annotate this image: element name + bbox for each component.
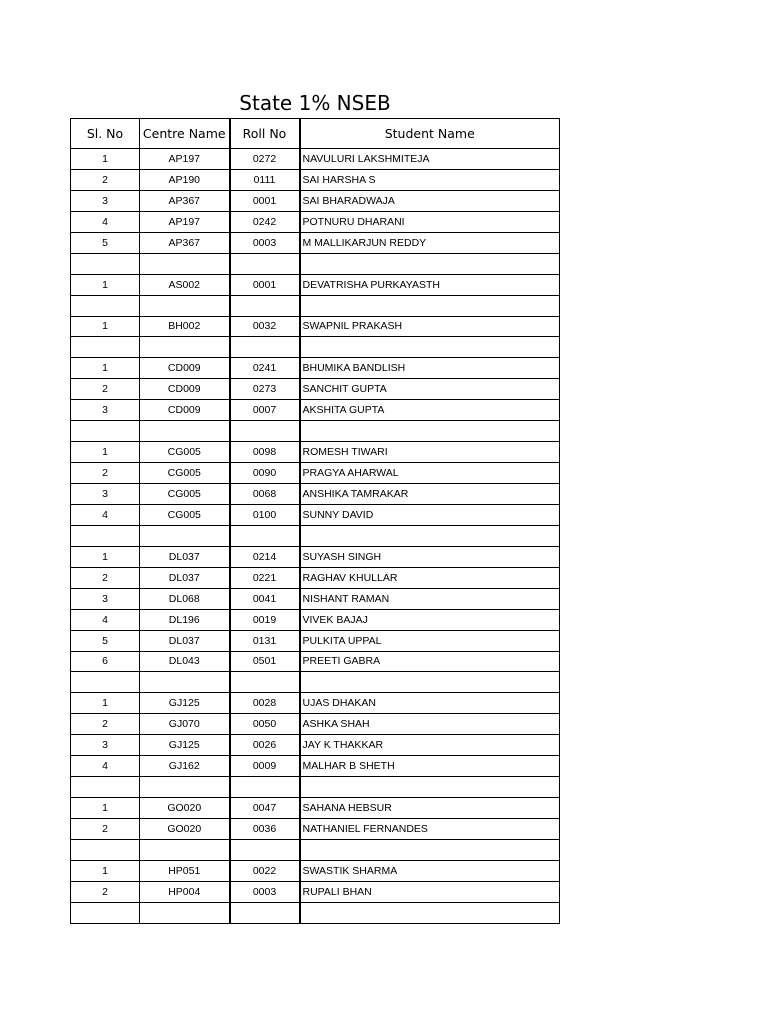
cell-student-name: UJAS DHAKAN — [300, 693, 560, 714]
cell-sl-no: 2 — [71, 819, 140, 840]
cell-student-name: SWASTIK SHARMA — [300, 860, 560, 881]
cell-centre-name: CD009 — [140, 379, 230, 400]
cell-centre-name: DL037 — [140, 630, 230, 651]
cell-sl-no: 5 — [71, 232, 140, 253]
cell-sl-no: 2 — [71, 169, 140, 190]
cell-centre-name: GO020 — [140, 819, 230, 840]
table-row — [71, 588, 560, 609]
cell-student-name: RAGHAV KHULLAR — [300, 567, 560, 588]
cell-roll-no: 0273 — [230, 379, 300, 400]
table-row — [71, 169, 560, 190]
cell-roll-no: 0100 — [230, 504, 300, 525]
cell-roll-no: 0241 — [230, 358, 300, 379]
cell-roll-no — [230, 777, 300, 798]
cell-student-name — [300, 777, 560, 798]
cell-roll-no: 0003 — [230, 232, 300, 253]
cell-roll-no — [230, 839, 300, 860]
cell-sl-no: 3 — [71, 484, 140, 505]
table-row — [71, 881, 560, 902]
cell-centre-name — [140, 253, 230, 274]
cell-student-name: NATHANIEL FERNANDES — [300, 819, 560, 840]
cell-sl-no: 1 — [71, 798, 140, 819]
header-student-name: Student Name — [300, 119, 560, 149]
cell-centre-name — [140, 902, 230, 923]
cell-student-name: NISHANT RAMAN — [300, 588, 560, 609]
cell-sl-no — [71, 253, 140, 274]
cell-centre-name: GJ162 — [140, 756, 230, 777]
cell-student-name: POTNURU DHARANI — [300, 211, 560, 232]
cell-student-name: PRAGYA AHARWAL — [300, 463, 560, 484]
cell-centre-name — [140, 777, 230, 798]
cell-student-name: RUPALI BHAN — [300, 881, 560, 902]
cell-sl-no: 1 — [71, 860, 140, 881]
cell-student-name — [300, 672, 560, 693]
cell-student-name — [300, 525, 560, 546]
table-row — [71, 484, 560, 505]
cell-sl-no: 3 — [71, 588, 140, 609]
cell-roll-no: 0068 — [230, 484, 300, 505]
header-roll-no: Roll No — [230, 119, 300, 149]
cell-roll-no: 0098 — [230, 442, 300, 463]
table-row — [71, 295, 560, 316]
cell-sl-no — [71, 421, 140, 442]
cell-roll-no — [230, 672, 300, 693]
cell-centre-name: CG005 — [140, 504, 230, 525]
cell-student-name: NAVULURI LAKSHMITEJA — [300, 149, 560, 170]
table-row — [71, 253, 560, 274]
table-row — [71, 316, 560, 337]
table-row — [71, 819, 560, 840]
cell-roll-no: 0047 — [230, 798, 300, 819]
cell-centre-name: GJ070 — [140, 714, 230, 735]
cell-sl-no: 2 — [71, 714, 140, 735]
cell-sl-no: 1 — [71, 693, 140, 714]
table-row — [71, 421, 560, 442]
cell-student-name — [300, 902, 560, 923]
cell-student-name: ROMESH TIWARI — [300, 442, 560, 463]
cell-student-name: PREETI GABRA — [300, 651, 560, 672]
cell-roll-no: 0501 — [230, 651, 300, 672]
cell-student-name: SWAPNIL PRAKASH — [300, 316, 560, 337]
cell-centre-name: CG005 — [140, 442, 230, 463]
table-row — [71, 902, 560, 923]
cell-roll-no: 0032 — [230, 316, 300, 337]
table-row — [71, 463, 560, 484]
table-row — [71, 337, 560, 358]
cell-centre-name — [140, 672, 230, 693]
cell-student-name: MALHAR B SHETH — [300, 756, 560, 777]
cell-roll-no — [230, 902, 300, 923]
results-table — [70, 118, 560, 924]
cell-centre-name: GJ125 — [140, 693, 230, 714]
cell-student-name — [300, 421, 560, 442]
cell-roll-no: 0003 — [230, 881, 300, 902]
cell-roll-no: 0036 — [230, 819, 300, 840]
cell-roll-no — [230, 337, 300, 358]
cell-centre-name: HP051 — [140, 860, 230, 881]
cell-student-name: ASHKA SHAH — [300, 714, 560, 735]
cell-roll-no — [230, 295, 300, 316]
table-row — [71, 651, 560, 672]
cell-roll-no: 0041 — [230, 588, 300, 609]
table-row — [71, 860, 560, 881]
cell-roll-no: 0272 — [230, 149, 300, 170]
cell-centre-name: HP004 — [140, 881, 230, 902]
cell-roll-no: 0009 — [230, 756, 300, 777]
cell-sl-no — [71, 839, 140, 860]
cell-centre-name — [140, 839, 230, 860]
cell-sl-no: 2 — [71, 567, 140, 588]
cell-sl-no: 3 — [71, 190, 140, 211]
header-centre-name: Centre Name — [140, 119, 230, 149]
cell-centre-name: AP197 — [140, 149, 230, 170]
cell-sl-no: 2 — [71, 379, 140, 400]
cell-centre-name: GJ125 — [140, 735, 230, 756]
cell-roll-no: 0242 — [230, 211, 300, 232]
cell-sl-no: 1 — [71, 546, 140, 567]
cell-centre-name — [140, 295, 230, 316]
cell-sl-no: 1 — [71, 316, 140, 337]
cell-roll-no: 0050 — [230, 714, 300, 735]
table-row — [71, 379, 560, 400]
cell-sl-no: 2 — [71, 463, 140, 484]
cell-student-name: SUYASH SINGH — [300, 546, 560, 567]
cell-centre-name: CD009 — [140, 358, 230, 379]
table-row — [71, 274, 560, 295]
cell-centre-name: DL196 — [140, 609, 230, 630]
cell-sl-no: 4 — [71, 504, 140, 525]
header-sl-no: Sl. No — [71, 119, 140, 149]
cell-student-name — [300, 839, 560, 860]
cell-student-name: SAI HARSHA S — [300, 169, 560, 190]
cell-centre-name — [140, 525, 230, 546]
header-row — [71, 119, 560, 149]
cell-student-name: ANSHIKA TAMRAKAR — [300, 484, 560, 505]
table-row — [71, 839, 560, 860]
cell-centre-name: AP197 — [140, 211, 230, 232]
table-row — [71, 777, 560, 798]
cell-roll-no: 0022 — [230, 860, 300, 881]
cell-roll-no: 0007 — [230, 400, 300, 421]
table-row — [71, 714, 560, 735]
cell-student-name — [300, 295, 560, 316]
cell-sl-no: 6 — [71, 651, 140, 672]
cell-roll-no: 0001 — [230, 190, 300, 211]
table-row — [71, 693, 560, 714]
table-row — [71, 442, 560, 463]
cell-sl-no: 4 — [71, 609, 140, 630]
cell-centre-name: DL043 — [140, 651, 230, 672]
cell-sl-no — [71, 525, 140, 546]
cell-roll-no: 0090 — [230, 463, 300, 484]
cell-roll-no: 0028 — [230, 693, 300, 714]
cell-centre-name — [140, 421, 230, 442]
cell-student-name: SAHANA HEBSUR — [300, 798, 560, 819]
cell-centre-name: BH002 — [140, 316, 230, 337]
cell-roll-no — [230, 421, 300, 442]
cell-sl-no — [71, 777, 140, 798]
table-row — [71, 567, 560, 588]
cell-student-name: SAI BHARADWAJA — [300, 190, 560, 211]
cell-student-name: BHUMIKA BANDLISH — [300, 358, 560, 379]
table-row — [71, 798, 560, 819]
cell-sl-no: 3 — [71, 735, 140, 756]
table-row — [71, 672, 560, 693]
table-row — [71, 630, 560, 651]
cell-sl-no: 5 — [71, 630, 140, 651]
cell-sl-no: 1 — [71, 149, 140, 170]
cell-roll-no: 0221 — [230, 567, 300, 588]
cell-sl-no: 1 — [71, 442, 140, 463]
table-row — [71, 525, 560, 546]
cell-sl-no: 1 — [71, 274, 140, 295]
cell-centre-name: AP367 — [140, 232, 230, 253]
cell-student-name: SUNNY DAVID — [300, 504, 560, 525]
cell-centre-name: CG005 — [140, 463, 230, 484]
cell-centre-name: CD009 — [140, 400, 230, 421]
cell-roll-no: 0131 — [230, 630, 300, 651]
cell-sl-no: 3 — [71, 400, 140, 421]
cell-roll-no: 0019 — [230, 609, 300, 630]
table-row — [71, 211, 560, 232]
cell-centre-name: AS002 — [140, 274, 230, 295]
cell-student-name: PULKITA UPPAL — [300, 630, 560, 651]
cell-roll-no: 0001 — [230, 274, 300, 295]
cell-student-name: SANCHIT GUPTA — [300, 379, 560, 400]
cell-roll-no: 0111 — [230, 169, 300, 190]
cell-centre-name: DL037 — [140, 546, 230, 567]
cell-roll-no: 0214 — [230, 546, 300, 567]
table-row — [71, 609, 560, 630]
cell-roll-no: 0026 — [230, 735, 300, 756]
cell-sl-no: 2 — [71, 881, 140, 902]
cell-roll-no — [230, 253, 300, 274]
cell-student-name: M MALLIKARJUN REDDY — [300, 232, 560, 253]
table-row — [71, 149, 560, 170]
cell-student-name: DEVATRISHA PURKAYASTH — [300, 274, 560, 295]
cell-student-name: JAY K THAKKAR — [300, 735, 560, 756]
cell-sl-no — [71, 337, 140, 358]
cell-sl-no: 1 — [71, 358, 140, 379]
cell-centre-name: AP190 — [140, 169, 230, 190]
cell-centre-name: DL068 — [140, 588, 230, 609]
table-row — [71, 190, 560, 211]
table-row — [71, 400, 560, 421]
cell-sl-no: 4 — [71, 756, 140, 777]
cell-sl-no — [71, 672, 140, 693]
table-row — [71, 546, 560, 567]
table-row — [71, 358, 560, 379]
table-row — [71, 504, 560, 525]
cell-centre-name: DL037 — [140, 567, 230, 588]
cell-student-name: VIVEK BAJAJ — [300, 609, 560, 630]
cell-student-name — [300, 253, 560, 274]
cell-student-name — [300, 337, 560, 358]
cell-centre-name: AP367 — [140, 190, 230, 211]
cell-centre-name — [140, 337, 230, 358]
page-title: State 1% NSEB — [239, 91, 391, 115]
table-row — [71, 232, 560, 253]
cell-sl-no: 4 — [71, 211, 140, 232]
cell-roll-no — [230, 525, 300, 546]
cell-centre-name: GO020 — [140, 798, 230, 819]
cell-student-name: AKSHITA GUPTA — [300, 400, 560, 421]
table-row — [71, 756, 560, 777]
cell-centre-name: CG005 — [140, 484, 230, 505]
table-row — [71, 735, 560, 756]
cell-sl-no — [71, 902, 140, 923]
cell-sl-no — [71, 295, 140, 316]
